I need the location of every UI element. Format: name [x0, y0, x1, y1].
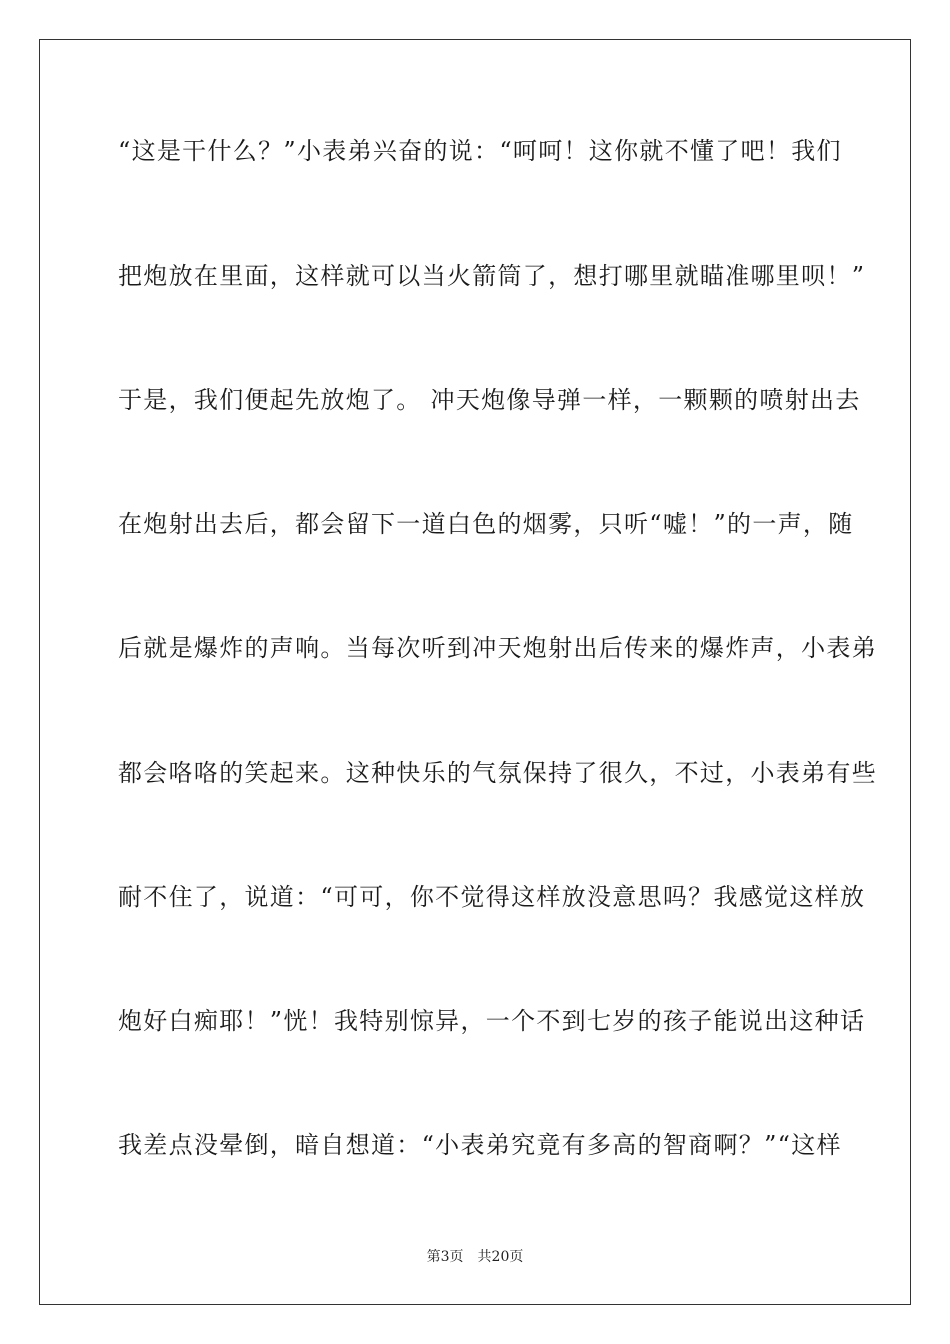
page-number: 第3页	[426, 1249, 464, 1265]
text-line: 于是，我们便起先放炮了。 冲天炮像导弹一样，一颗颗的喷射出去	[118, 386, 861, 414]
text-line: 后就是爆炸的声响。当每次听到冲天炮射出后传来的爆炸声，小表弟	[118, 634, 877, 662]
total-pages: 共20页	[477, 1249, 524, 1265]
text-line: “这是干什么？”小表弟兴奋的说：“呵呵！这你就不懂了吧！我们	[118, 137, 842, 165]
text-line: 在炮射出去后，都会留下一道白色的烟雾，只听“嘘！”的一声，随	[118, 510, 854, 538]
page-footer	[0, 1247, 950, 1267]
text-line: 都会咯咯的笑起来。这种快乐的气氛保持了很久，不过，小表弟有些	[118, 759, 877, 787]
text-line: 我差点没晕倒，暗自想道：“小表弟究竟有多高的智商啊？”“这样	[118, 1131, 842, 1159]
text-line: 炮好白痴耶！”恍！我特别惊异，一个不到七岁的孩子能说出这种话	[118, 1007, 866, 1035]
text-line: 把炮放在里面，这样就可以当火箭筒了，想打哪里就瞄准哪里呗！”	[118, 262, 866, 290]
page-border	[39, 39, 911, 1305]
text-line: 耐不住了，说道：“可可，你不觉得这样放没意思吗？我感觉这样放	[118, 883, 866, 911]
